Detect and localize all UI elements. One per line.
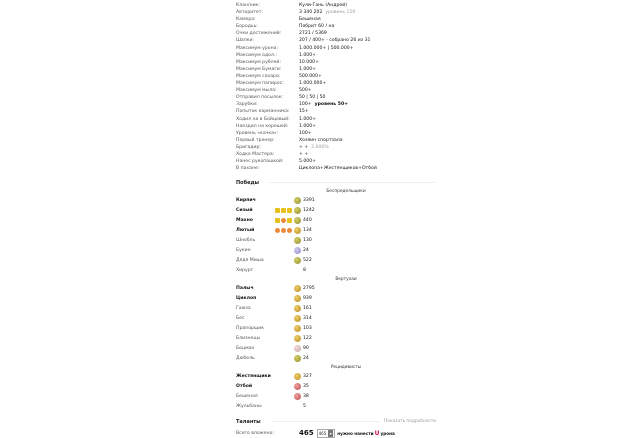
badge-coin-icon	[294, 393, 301, 400]
wins-row	[236, 333, 436, 343]
info-label: Авторитет:	[236, 10, 263, 16]
opponent-name[interactable]: Близнецы	[236, 335, 261, 341]
wins-row	[236, 225, 436, 235]
profile-info-row	[236, 144, 436, 151]
wins-row	[236, 195, 436, 205]
opponent-name[interactable]: Хирург	[236, 267, 254, 273]
info-label: Зарубки:	[236, 102, 258, 108]
badge-coin-icon	[294, 315, 301, 322]
info-label: Клан/ник:	[236, 3, 260, 8]
info-label: Шапки:	[236, 38, 255, 44]
wins-row	[236, 255, 436, 265]
info-label: Максимум папирос:	[236, 81, 284, 87]
badge-coin-icon	[294, 335, 301, 342]
profile-info-row	[236, 52, 436, 59]
info-value: 50 | 50 | 50	[299, 95, 326, 101]
profile-info-row	[236, 87, 436, 94]
opponent-name[interactable]: Жестянщики	[236, 373, 271, 379]
info-label: Ходка Мастера:	[236, 151, 275, 157]
opponent-name[interactable]: Дядя Миша	[236, 257, 264, 263]
talents-total-value: 465	[299, 429, 314, 438]
opponent-name[interactable]: Циклоп	[236, 295, 257, 301]
opponent-name[interactable]: Боцман	[236, 345, 255, 351]
info-value: 1.000+	[299, 52, 317, 58]
profile-info-row	[236, 123, 436, 130]
wins-row	[236, 293, 436, 303]
info-value: 10.000+	[299, 59, 319, 65]
medal-icon	[287, 228, 292, 233]
info-label: Бригадир:	[236, 144, 261, 150]
badge-coin-icon	[294, 325, 301, 332]
badge-coin-icon	[294, 237, 301, 244]
wins-row	[236, 381, 436, 391]
opponent-name[interactable]: Лютый	[236, 227, 255, 233]
wins-count: 134	[303, 227, 312, 233]
wins-count: 3391	[303, 197, 315, 203]
profile-info-row	[236, 2, 436, 9]
badge-coin-icon	[294, 197, 301, 204]
badge-coin-icon	[294, 227, 301, 234]
wins-title: Победы	[236, 179, 260, 186]
opponent-name[interactable]: Кирпич	[236, 197, 256, 203]
profile-info-row	[236, 80, 436, 87]
profile-info-row	[236, 137, 436, 144]
wins-count: 24	[303, 247, 309, 253]
medals	[272, 208, 292, 213]
profile-info-row	[236, 9, 436, 16]
wins-row	[236, 353, 436, 363]
wins-count: 522	[303, 257, 312, 263]
medal-icon	[275, 228, 280, 233]
badge-coin-icon	[294, 305, 301, 312]
wins-row	[236, 265, 436, 275]
opponent-name[interactable]: Букин	[236, 247, 251, 253]
medal-icon	[275, 208, 280, 213]
badge-coin-icon	[294, 295, 301, 302]
wins-group-title: Вертухаи	[335, 277, 357, 283]
chevron-down-icon[interactable]: ▾	[329, 430, 332, 436]
wins-count: 122	[303, 335, 312, 341]
opponent-name[interactable]: Прапорщик	[236, 325, 265, 331]
info-value: 2721 / 5369	[299, 31, 327, 37]
info-label: Попыток карманника:	[236, 109, 290, 115]
info-value: 3 340 202	[299, 10, 323, 16]
info-value: Хозяин спортзала	[299, 137, 343, 143]
talents-title: Таланты	[236, 418, 261, 425]
wins-group-title: Беспредельщики	[326, 189, 366, 195]
info-value: 500.000+	[299, 73, 322, 79]
medal-icon	[275, 218, 280, 223]
wins-section-header	[236, 178, 436, 187]
wins-count: 440	[303, 217, 312, 223]
talents-select-value: 465	[318, 430, 327, 436]
info-value: 207 / 400+ · собрано 26 из 31	[299, 38, 371, 44]
profile-page	[236, 0, 436, 438]
info-label: Камера:	[236, 17, 256, 23]
medal-icon	[281, 228, 286, 233]
profile-info-row	[236, 37, 436, 44]
profile-info-row	[236, 16, 436, 23]
badge-coin-icon	[294, 373, 301, 380]
badge-coin-icon	[294, 247, 301, 254]
wins-row	[236, 205, 436, 215]
wins-count: 939	[303, 295, 312, 301]
info-value: 15+	[299, 109, 309, 115]
info-note: уровень 110	[325, 10, 356, 16]
profile-info-row	[236, 94, 436, 101]
info-value: Побрит 60 / на	[299, 24, 335, 30]
info-value: Бешеная	[299, 17, 321, 23]
wins-count: 1242	[303, 207, 315, 213]
badge-coin-icon	[294, 355, 301, 362]
info-value: + +	[299, 144, 309, 150]
medal-icon	[287, 208, 292, 213]
divider	[271, 421, 380, 422]
info-label: Бородьь:	[236, 24, 258, 30]
wins-count: 103	[303, 325, 312, 331]
wins-count: 5	[303, 403, 306, 409]
profile-info-row	[236, 66, 436, 73]
info-label: Максимум урона:	[236, 45, 278, 51]
talents-total-label: Всего вложено:	[236, 430, 274, 436]
info-label: Максимум рублей:	[236, 59, 281, 65]
wins-count: 8	[303, 267, 306, 273]
profile-info-table	[236, 0, 436, 172]
medals	[272, 228, 292, 233]
badge-coin-icon	[294, 285, 301, 292]
info-label: Первый тренер:	[236, 137, 275, 143]
wins-row	[236, 245, 436, 255]
profile-info-row	[236, 45, 436, 52]
profile-info-row	[236, 151, 436, 158]
info-label: Отправил посылок:	[236, 95, 284, 101]
info-note: 2.000%	[311, 144, 329, 150]
opponent-name[interactable]: Шнобль	[236, 237, 256, 243]
wins-row	[236, 215, 436, 225]
wins-row	[236, 235, 436, 245]
talents-total-row	[236, 428, 436, 438]
info-label: Максимум Бумаги:	[236, 66, 282, 72]
info-label: Максимум мыла:	[236, 88, 277, 94]
info-value: 1.000.000+	[299, 81, 327, 87]
wins-row	[236, 313, 436, 323]
profile-info-row	[236, 116, 436, 123]
info-label: Ходил на в Бойцовый:	[236, 116, 290, 122]
info-value: Циклопа+Жестянщиков+Отбой	[299, 166, 377, 172]
info-value: Кули-Гань (Андрей)	[299, 3, 347, 8]
profile-info-row	[236, 73, 436, 80]
wins-count: 24	[303, 355, 309, 361]
profile-info-row	[236, 165, 436, 172]
show-details-link[interactable]: Показать подробности	[384, 419, 436, 425]
info-value: 1.000+	[299, 66, 317, 72]
profile-info-row	[236, 101, 436, 108]
info-label: Наездил на корешей:	[236, 123, 289, 129]
divider	[269, 182, 436, 183]
info-value: 1.000+	[299, 123, 317, 129]
wins-count: 2795	[303, 285, 315, 291]
info-value: 100+	[299, 102, 312, 108]
profile-info-row	[236, 59, 436, 66]
info-label: В пахане:	[236, 166, 260, 172]
wins-count: 90	[303, 345, 309, 351]
info-value: 500+	[299, 88, 312, 94]
badge-coin-icon	[294, 345, 301, 352]
profile-info-row	[236, 158, 436, 165]
wins-count: 161	[303, 305, 312, 311]
info-label: Максимум сахара:	[236, 73, 281, 79]
medal-icon	[287, 218, 292, 223]
profile-info-row	[236, 108, 436, 115]
opponent-name[interactable]: Дюбель	[236, 355, 255, 361]
info-label: Уровень «качка»:	[236, 130, 279, 136]
wins-row	[236, 343, 436, 353]
talents-hint-prefix: нужно нанести	[337, 430, 374, 436]
info-value: 5.000+	[299, 159, 317, 165]
wins-count: 314	[303, 315, 312, 321]
talents-section-header	[236, 417, 436, 426]
wins-row	[236, 303, 436, 313]
profile-info-row	[236, 130, 436, 137]
info-label: Максимум одол.:	[236, 52, 277, 58]
wins-row	[236, 371, 436, 381]
talents-hint-suffix: урона	[380, 430, 395, 436]
wins-row	[236, 283, 436, 293]
badge-coin-icon	[294, 257, 301, 264]
info-value: + +	[299, 151, 309, 157]
info-label: Очки достижений:	[236, 31, 282, 37]
opponent-name[interactable]: Бешеная	[236, 393, 258, 399]
profile-info-row	[236, 30, 436, 37]
talents-hint-number: U	[374, 429, 380, 437]
badge-coin-icon	[294, 207, 301, 214]
wins-count: 130	[303, 237, 312, 243]
wins-row	[236, 401, 436, 411]
wins-row	[236, 323, 436, 333]
opponent-name[interactable]: Жульбаны	[236, 403, 262, 409]
opponent-name[interactable]: Сизый	[236, 207, 253, 213]
badge-coin-icon	[294, 383, 301, 390]
badge-coin-icon	[294, 403, 301, 410]
medal-icon	[281, 208, 286, 213]
opponent-name[interactable]: Гаюза	[236, 305, 251, 311]
wins-count: 327	[303, 373, 312, 379]
info-value: 1.000+	[299, 116, 317, 122]
opponent-name[interactable]: Палыч	[236, 285, 254, 291]
info-label: Нанес рукопашкой:	[236, 159, 284, 165]
info-value: 1.000.000+ | 500.000+	[299, 45, 354, 51]
wins-count: 38	[303, 393, 309, 399]
wins-group-title: Рецидивисты	[330, 365, 362, 371]
wins-groups	[236, 187, 436, 411]
profile-info-row	[236, 23, 436, 30]
info-value: 100+	[299, 130, 312, 136]
opponent-name[interactable]: Махно	[236, 217, 253, 223]
wins-count: 35	[303, 383, 309, 389]
medals	[272, 218, 292, 223]
opponent-name[interactable]: Отбой	[236, 383, 253, 389]
talents-select[interactable]	[317, 429, 336, 438]
badge-coin-icon	[294, 267, 301, 274]
opponent-name[interactable]: Бес	[236, 315, 245, 321]
badge-coin-icon	[294, 217, 301, 224]
info-note: уровень 50+	[314, 102, 349, 108]
medal-icon	[281, 218, 286, 223]
